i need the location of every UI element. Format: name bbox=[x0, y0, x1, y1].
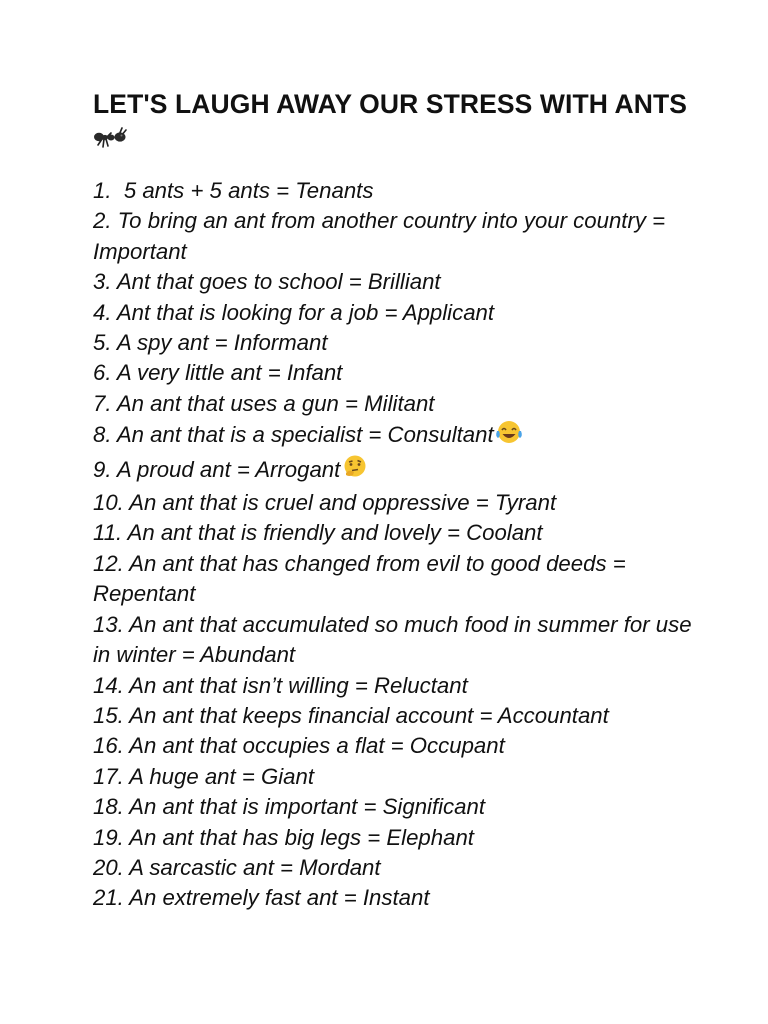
list-item: 4. Ant that is looking for a job = Applicant bbox=[93, 299, 495, 325]
list-item: 6. A very little ant = Infant bbox=[93, 360, 343, 386]
list-item: 2. To bring an ant from another country into your country = Important bbox=[93, 208, 672, 264]
list-item: 20. A sarcastic ant = Mordant bbox=[93, 854, 381, 880]
list-item: 21. An extremely fast ant = Instant bbox=[93, 885, 430, 911]
list-item: 12. An ant that has changed from evil to good deeds = Repentant bbox=[93, 550, 632, 607]
laughing-tears-icon bbox=[494, 419, 524, 453]
list-item: 15. An ant that keeps financial account = Accountant bbox=[93, 702, 609, 728]
joke-list bbox=[93, 176, 698, 914]
list-item: 10. An ant that is cruel and oppressive = Tyrant bbox=[93, 490, 557, 516]
list-item: 19. An ant that has big legs = Elephant bbox=[93, 824, 474, 850]
list-item: 5. A spy ant = Informant bbox=[93, 330, 328, 356]
list-item: 3. Ant that goes to school = Brilliant bbox=[93, 269, 441, 295]
list-item: 1. 5 ants + 5 ants = Tenants bbox=[93, 178, 374, 203]
list-item: 7. An ant that uses a gun = Militant bbox=[93, 390, 435, 416]
list-item: 17. A huge ant = Giant bbox=[93, 763, 315, 789]
list-item: 11. An ant that is friendly and lovely = Coolant bbox=[93, 520, 543, 546]
list-item: 13. An ant that accumulated so much food in summer for use in winter = Abundant bbox=[93, 611, 698, 668]
title-text: LET'S LAUGH AWAY OUR STRESS WITH ANTS bbox=[93, 89, 688, 119]
document-page bbox=[93, 86, 698, 914]
list-item: 9. A proud ant = Arrogant bbox=[93, 454, 693, 488]
list-item: 8. An ant that is a specialist = Consultant bbox=[93, 419, 693, 453]
page-title bbox=[93, 86, 693, 160]
list-item: 14. An ant that isn’t willing = Reluctant bbox=[93, 672, 468, 698]
list-item: 16. An ant that occupies a flat = Occupant bbox=[93, 733, 505, 759]
list-item: 18. An ant that is important = Significant bbox=[93, 794, 485, 820]
thinking-face-icon bbox=[340, 454, 370, 488]
ant-icon bbox=[93, 124, 129, 160]
